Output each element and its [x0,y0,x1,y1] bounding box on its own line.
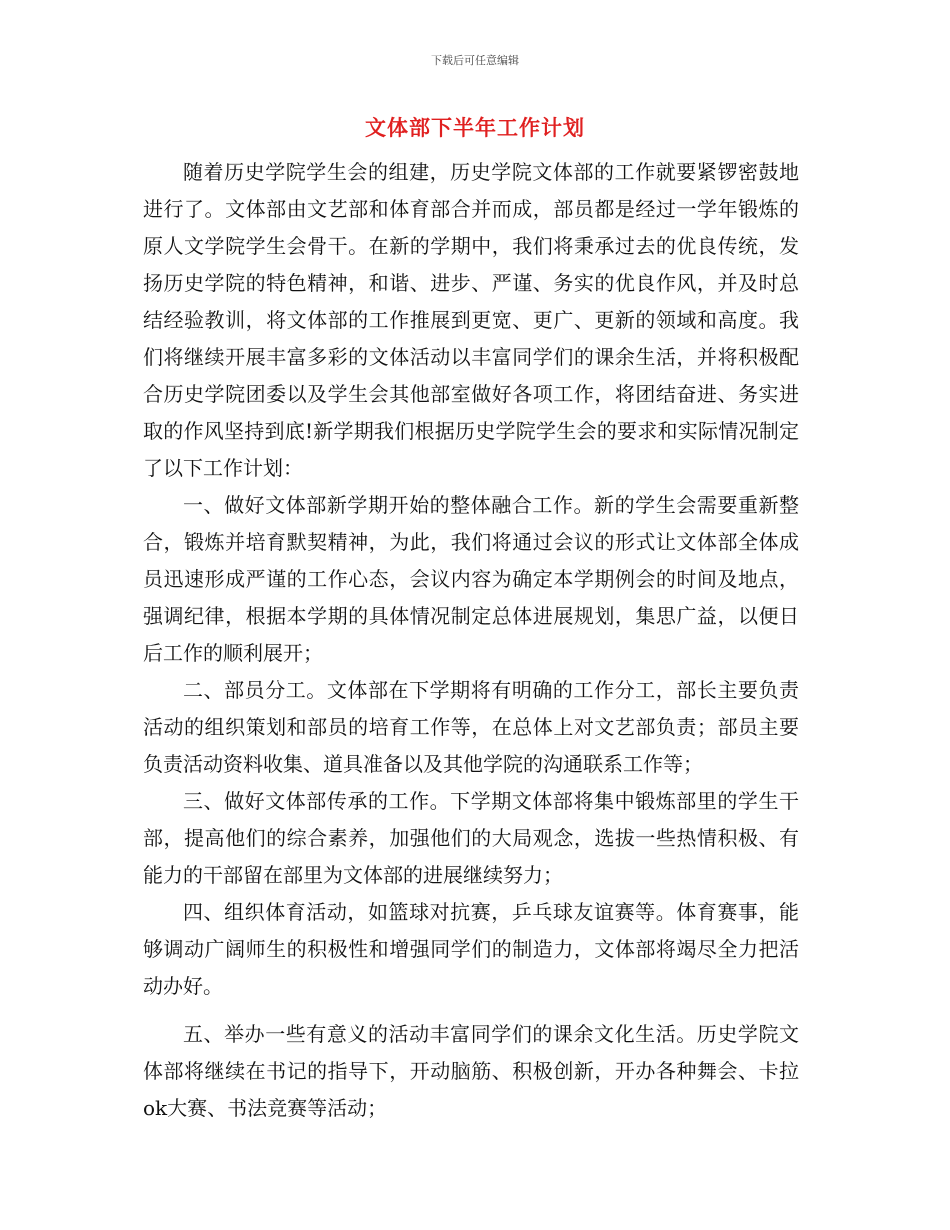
document-title: 文体部下半年工作计划 [365,115,585,140]
paragraph-intro: 随着历史学院学生会的组建，历史学院文体部的工作就要紧锣密鼓地进行了。文体部由文艺部和体育部合并而成，部员都是经过一学年锻炼的原人文学院学生会骨干。在新的学期中，我们将秉承过去的优良传统，发扬历史学院的特色精神，和谐、进步、严谨、务实的优良作风，并及时总结经验教训，将文体部的工作推展到更宽、更广、更新的领域和高度。我们将继续开展丰富多彩的文体活动以丰富同学们的课余生活，并将积极配合历史学院团委以及学生会其他部室做好各项工作，将团结奋进、务实进取的作风坚持到底!新学期我们根据历史学院学生会的要求和实际情况制定了以下工作计划： [143,160,799,480]
paragraph-item-5: 五、举办一些有意义的活动丰富同学们的课余文化生活。历史学院文体部将继续在书记的指导下，开动脑筋、积极创新，开办各种舞会、卡拉ok大赛、书法竞赛等活动； [143,1022,799,1120]
paragraph-item-3: 三、做好文体部传承的工作。下学期文体部将集中锻炼部里的学生干部，提高他们的综合素养，加强他们的大局观念，选拔一些热情积极、有能力的干部留在部里为文体部的进展继续努力； [143,789,799,887]
document-body [143,154,799,1127]
paragraph-item-2: 二、部员分工。文体部在下学期将有明确的工作分工，部长主要负责活动的组织策划和部员的培育工作等，在总体上对文艺部负责；部员主要负责活动资料收集、道具准备以及其他学院的沟通联系工作等； [143,678,799,776]
paragraph-item-1: 一、做好文体部新学期开始的整体融合工作。新的学生会需要重新整合，锻炼并培育默契精神，为此，我们将通过会议的形式让文体部全体成员迅速形成严谨的工作心态，会议内容为确定本学期例会的时间及地点，强调纪律，根据本学期的具体情况制定总体进展规划，集思广益，以便日后工作的顺利展开； [143,493,799,665]
page-header: 下载后可任意编辑 [431,54,519,67]
paragraph-item-4: 四、组织体育活动，如篮球对抗赛，乒乓球友谊赛等。体育赛事，能够调动广阔师生的积极性和增强同学们的制造力，文体部将竭尽全力把活动办好。 [143,900,799,998]
